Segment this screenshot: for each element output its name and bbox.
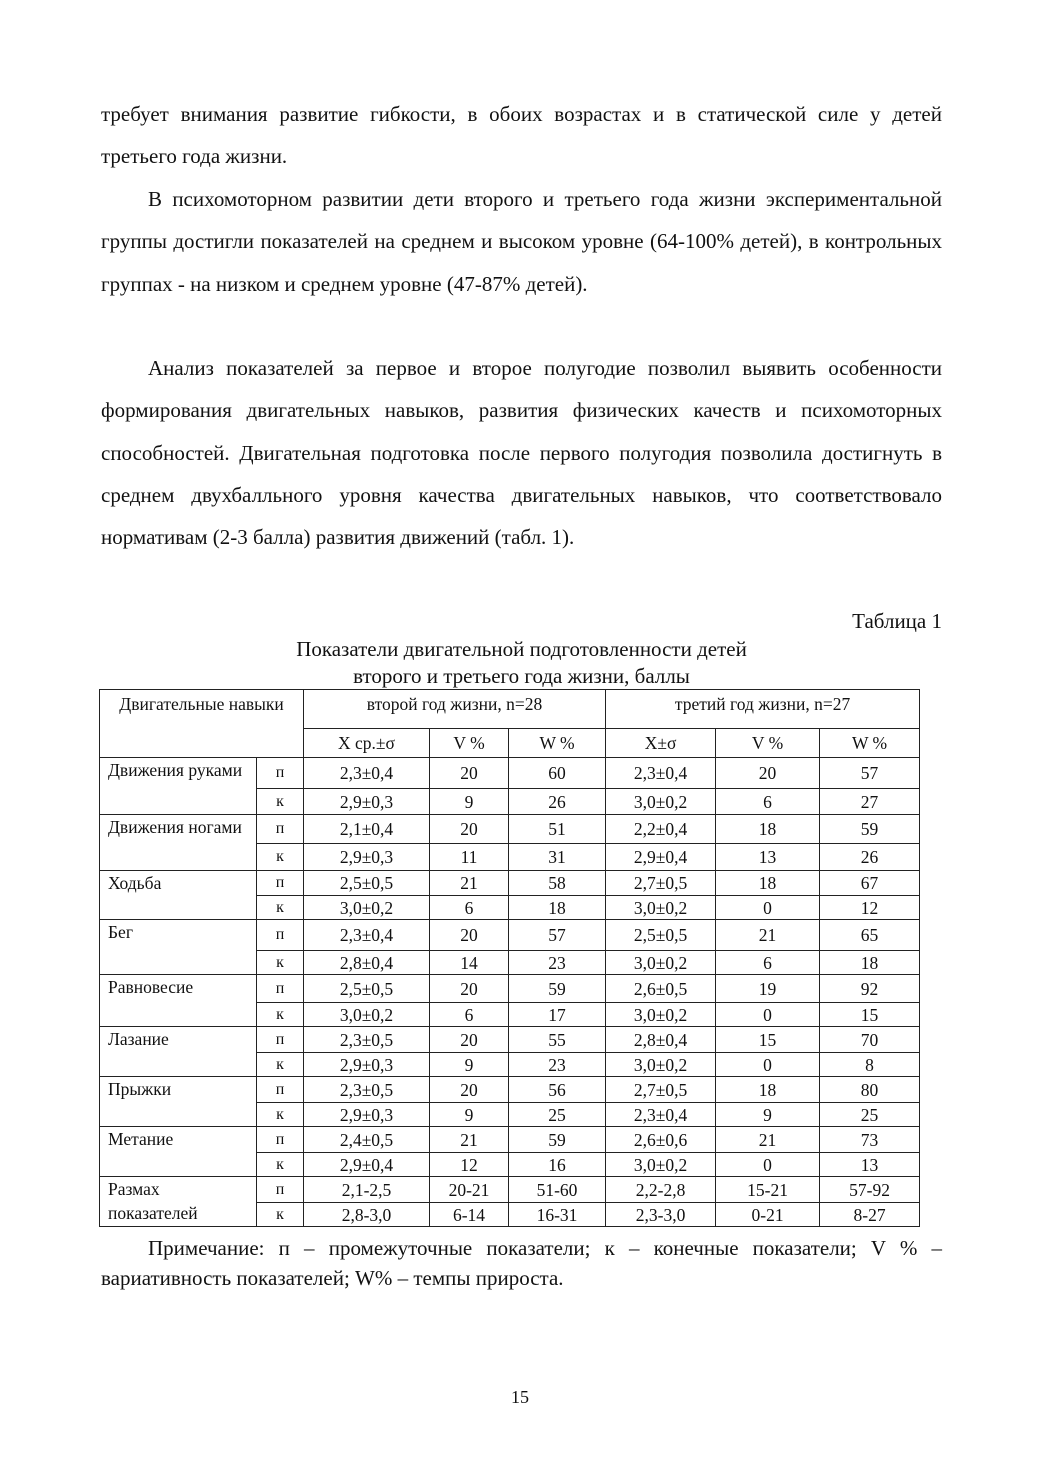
header-col: W % [820,729,920,758]
value-cell: 25 [820,1103,920,1127]
measure-type-cell: п [257,1127,304,1153]
value-cell: 2,2-2,8 [606,1177,716,1203]
value-cell: 9 [430,1053,509,1077]
value-cell: 70 [820,1027,920,1053]
measure-type-cell: п [257,1177,304,1203]
value-cell: 16 [509,1153,606,1177]
skill-name-cell: Размах показателей [100,1177,257,1227]
value-cell: 21 [716,920,820,951]
value-cell: 21 [430,1127,509,1153]
value-cell: 21 [716,1127,820,1153]
measure-type-cell: п [257,1077,304,1103]
header-col: V % [716,729,820,758]
value-cell: 3,0±0,2 [304,1003,430,1027]
value-cell: 2,5±0,5 [304,871,430,896]
value-cell: 13 [820,1153,920,1177]
value-cell: 26 [820,844,920,871]
measure-type-cell: к [257,951,304,975]
value-cell: 59 [509,975,606,1003]
value-cell: 0 [716,1053,820,1077]
value-cell: 2,6±0,6 [606,1127,716,1153]
value-cell: 18 [820,951,920,975]
paragraph-2: В психомоторном развитии дети второго и третьего года жизни экспериментальной группы достигли показателей на среднем и высоком уровне (64-100% детей), в контрольных группах - на низком и среднем уровне (47-87% детей). [101,187,942,296]
value-cell: 9 [430,789,509,815]
table-label: Таблица 1 [852,609,942,633]
measure-type-cell: к [257,844,304,871]
value-cell: 9 [430,1103,509,1127]
table-container [99,689,919,1227]
value-cell: 67 [820,871,920,896]
value-cell: 13 [716,844,820,871]
value-cell: 2,8±0,4 [304,951,430,975]
table-title-line-2: второго и третьего года жизни, баллы [353,664,690,688]
measure-type-cell: п [257,1027,304,1053]
table-row [100,815,920,844]
value-cell: 2,3±0,4 [304,758,430,789]
value-cell: 2,3-3,0 [606,1203,716,1227]
value-cell: 20 [430,1027,509,1053]
measure-type-cell: п [257,815,304,844]
value-cell: 80 [820,1077,920,1103]
measure-type-cell: к [257,1003,304,1027]
table-row [100,1027,920,1053]
value-cell: 20 [430,920,509,951]
value-cell: 31 [509,844,606,871]
paragraph-3: Анализ показателей за первое и второе полугодие позволил выявить особенности формирования двигательных навыков, развития физических качеств и психомоторных способностей. Двигательная подготовка после первого полугодия позволила достигнуть в среднем двухбалльного уровня качества двигательных навыков, что соответствовало нормативам (2-3 балла) развития движений (табл. 1). [101,356,942,550]
value-cell: 23 [509,951,606,975]
paragraph-1: требует внимания развитие гибкости, в обоих возрастах и в статической силе у детей третьего года жизни. [101,102,942,169]
table-row [100,920,920,951]
value-cell: 3,0±0,2 [606,951,716,975]
measure-type-cell: к [257,896,304,920]
value-cell: 15 [716,1027,820,1053]
header-col: W % [509,729,606,758]
value-cell: 0 [716,1003,820,1027]
value-cell: 51 [509,815,606,844]
value-cell: 3,0±0,2 [606,896,716,920]
value-cell: 26 [509,789,606,815]
value-cell: 20-21 [430,1177,509,1203]
table-title [101,636,942,690]
value-cell: 65 [820,920,920,951]
value-cell: 18 [716,871,820,896]
measure-type-cell: к [257,1103,304,1127]
skill-name-cell: Метание [100,1127,257,1177]
value-cell: 2,3±0,4 [304,920,430,951]
skill-name-cell: Движения ногами [100,815,257,871]
value-cell: 2,5±0,5 [606,920,716,951]
value-cell: 57-92 [820,1177,920,1203]
value-cell: 2,3±0,4 [606,758,716,789]
table-body [100,758,920,1227]
value-cell: 57 [820,758,920,789]
value-cell: 2,3±0,5 [304,1077,430,1103]
value-cell: 15 [820,1003,920,1027]
skill-name-cell: Ходьба [100,871,257,920]
table-row [100,871,920,896]
table-header-row-1 [100,690,920,729]
header-skills: Двигательные навыки [100,690,304,758]
table-title-line-1: Показатели двигательной подготовленности детей [296,637,747,661]
value-cell: 2,2±0,4 [606,815,716,844]
value-cell: 2,7±0,5 [606,1077,716,1103]
value-cell: 2,1±0,4 [304,815,430,844]
skill-name-cell: Бег [100,920,257,975]
table-row [100,1077,920,1103]
value-cell: 59 [820,815,920,844]
value-cell: 12 [820,896,920,920]
value-cell: 2,7±0,5 [606,871,716,896]
skill-name-cell: Движения руками [100,758,257,815]
value-cell: 3,0±0,2 [606,1153,716,1177]
measure-type-cell: к [257,1153,304,1177]
value-cell: 20 [430,815,509,844]
value-cell: 0 [716,1153,820,1177]
value-cell: 2,8-3,0 [304,1203,430,1227]
value-cell: 9 [716,1103,820,1127]
value-cell: 6 [716,951,820,975]
value-cell: 58 [509,871,606,896]
value-cell: 8 [820,1053,920,1077]
value-cell: 12 [430,1153,509,1177]
measure-type-cell: п [257,758,304,789]
value-cell: 0 [716,896,820,920]
measure-type-cell: к [257,789,304,815]
value-cell: 18 [509,896,606,920]
skill-name-cell: Лазание [100,1027,257,1077]
measure-type-cell: к [257,1053,304,1077]
value-cell: 2,9±0,4 [606,844,716,871]
skill-name-cell: Равновесие [100,975,257,1027]
value-cell: 21 [430,871,509,896]
header-col: V % [430,729,509,758]
value-cell: 3,0±0,2 [606,1053,716,1077]
header-col: Х ср.±σ [304,729,430,758]
value-cell: 6 [430,896,509,920]
value-cell: 20 [716,758,820,789]
value-cell: 60 [509,758,606,789]
value-cell: 2,5±0,5 [304,975,430,1003]
value-cell: 18 [716,815,820,844]
value-cell: 55 [509,1027,606,1053]
value-cell: 3,0±0,2 [606,1003,716,1027]
value-cell: 51-60 [509,1177,606,1203]
value-cell: 20 [430,758,509,789]
value-cell: 11 [430,844,509,871]
value-cell: 8-27 [820,1203,920,1227]
measure-type-cell: к [257,1203,304,1227]
value-cell: 23 [509,1053,606,1077]
value-cell: 6 [430,1003,509,1027]
table-row [100,758,920,789]
data-table [99,689,920,1227]
page-number: 15 [511,1387,529,1407]
value-cell: 18 [716,1077,820,1103]
value-cell: 27 [820,789,920,815]
value-cell: 2,9±0,4 [304,1153,430,1177]
skill-name-cell: Прыжки [100,1077,257,1127]
value-cell: 25 [509,1103,606,1127]
header-group-third-year: третий год жизни, n=27 [606,690,920,729]
value-cell: 57 [509,920,606,951]
value-cell: 6 [716,789,820,815]
value-cell: 2,6±0,5 [606,975,716,1003]
value-cell: 56 [509,1077,606,1103]
header-group-second-year: второй год жизни, n=28 [304,690,606,729]
value-cell: 20 [430,975,509,1003]
value-cell: 14 [430,951,509,975]
header-col: Х±σ [606,729,716,758]
table-row [100,1177,920,1203]
value-cell: 2,8±0,4 [606,1027,716,1053]
value-cell: 19 [716,975,820,1003]
value-cell: 2,9±0,3 [304,789,430,815]
value-cell: 2,3±0,4 [606,1103,716,1127]
measure-type-cell: п [257,920,304,951]
measure-type-cell: п [257,871,304,896]
value-cell: 3,0±0,2 [304,896,430,920]
value-cell: 6-14 [430,1203,509,1227]
table-note: Примечание: п – промежуточные показатели; к – конечные показатели; V % – вариативность показателей; W% – темпы прироста. [101,1236,942,1290]
value-cell: 17 [509,1003,606,1027]
measure-type-cell: п [257,975,304,1003]
value-cell: 3,0±0,2 [606,789,716,815]
value-cell: 20 [430,1077,509,1103]
value-cell: 73 [820,1127,920,1153]
table-row [100,975,920,1003]
value-cell: 2,9±0,3 [304,844,430,871]
value-cell: 92 [820,975,920,1003]
value-cell: 0-21 [716,1203,820,1227]
value-cell: 2,3±0,5 [304,1027,430,1053]
value-cell: 59 [509,1127,606,1153]
table-row [100,1127,920,1153]
value-cell: 2,9±0,3 [304,1053,430,1077]
value-cell: 2,9±0,3 [304,1103,430,1127]
value-cell: 16-31 [509,1203,606,1227]
value-cell: 2,1-2,5 [304,1177,430,1203]
value-cell: 2,4±0,5 [304,1127,430,1153]
value-cell: 15-21 [716,1177,820,1203]
